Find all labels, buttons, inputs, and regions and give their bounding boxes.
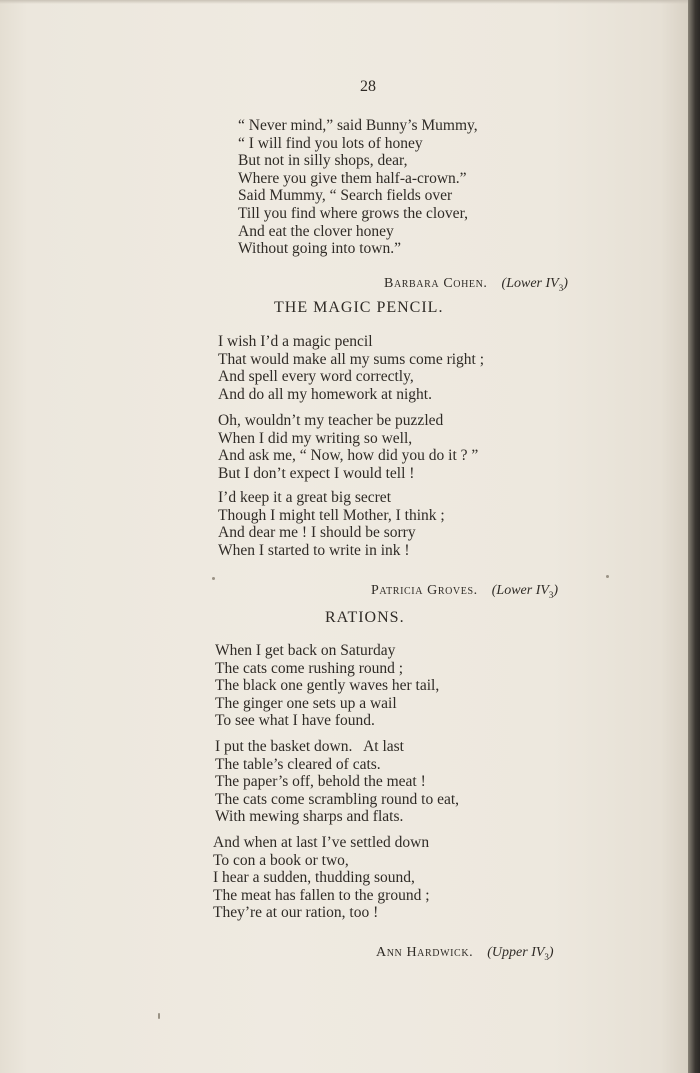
poem-3-title: RATIONS. [325, 609, 405, 626]
poem-line: And ask me, “ Now, how did you do it ? ” [218, 447, 479, 465]
poem-2-stanza-3 [218, 489, 445, 559]
poem-2-title: THE MAGIC PENCIL. [274, 299, 444, 316]
poem-line: I’d keep it a great big secret [218, 489, 391, 506]
paper-speck [606, 575, 609, 578]
poem-line: “ Never mind,” said Bunny’s Mummy, [238, 117, 478, 134]
author-name: Ann Hardwick. [376, 945, 474, 960]
form-subscript: 3 [548, 589, 554, 600]
poem-3-stanza-2 [215, 738, 459, 826]
poem-line: With mewing sharps and flats. [215, 808, 404, 826]
author-name: Patricia Groves. [371, 583, 478, 598]
poem-line: I wish I’d a magic pencil [218, 333, 373, 350]
poem-3-stanza-3 [213, 834, 430, 922]
author-form: (Lower $IV_3$) [491, 583, 559, 600]
poem-line: Till you find where grows the clover, [238, 204, 468, 222]
poem-line: To see what I have found. [215, 712, 375, 730]
paper-speck [158, 1013, 160, 1019]
poem-3-stanza-1 [215, 642, 439, 730]
poem-line: When I started to write in ink ! [218, 541, 410, 559]
poem-line: And do all my homework at night. [218, 385, 432, 403]
poem-line: Oh, wouldn’t my teacher be puzzled [218, 412, 444, 429]
form-label: Lower IV [496, 583, 549, 598]
poem-line: And when at last I’ve settled down [213, 834, 430, 851]
poem-line: But not in silly shops, dear, [238, 152, 408, 170]
poem-line: The paper’s off, behold the meat ! [215, 773, 426, 791]
poem-line: When I did my writing so well, [218, 429, 413, 447]
poem-line: And eat the clover honey [238, 222, 394, 240]
poem-line: And spell every word correctly, [218, 368, 414, 386]
poem-line: They’re at our ration, too ! [213, 904, 379, 922]
author-name: Barbara Cohen. [384, 276, 488, 291]
poem-line: Though I might tell Mother, I think ; [218, 506, 445, 524]
poem-line: When I get back on Saturday [215, 642, 396, 659]
poem-line: Where you give them half-a-crown.” [238, 169, 467, 187]
poem-3-author [362, 929, 554, 978]
poem-line: That would make all my sums come right ; [218, 350, 485, 368]
poem-line: To con a book or two, [213, 851, 349, 869]
poem-line: Without going into town.” [238, 240, 401, 258]
poem-2-stanza-1 [218, 333, 484, 403]
poem-line: The cats come rushing round ; [215, 659, 404, 677]
poem-line: The meat has fallen to the ground ; [213, 886, 430, 904]
form-label: Upper IV [491, 945, 545, 960]
poem-line: I put the basket down. At last [215, 738, 404, 755]
author-form: (Upper $IV_3$) [487, 945, 554, 962]
paper-speck [212, 577, 215, 580]
poem-line: Said Mummy, “ Search fields over [238, 187, 453, 205]
poem-line: “ I will find you lots of honey [238, 134, 423, 152]
poem-2-stanza-2 [218, 412, 478, 482]
poem-line: The black one gently waves her tail, [215, 677, 440, 695]
page-top-edge [0, 0, 688, 4]
book-binding-shadow [688, 0, 700, 1073]
poem-1-stanza-1 [238, 117, 478, 258]
page-number: 28 [360, 78, 376, 95]
poem-line: The cats come scrambling round to eat, [215, 790, 460, 808]
poem-line: But I don’t expect I would tell ! [218, 464, 415, 482]
poem-line: The ginger one sets up a wail [215, 694, 397, 712]
form-label: Lower IV [506, 276, 559, 291]
poem-line: And dear me ! I should be sorry [218, 524, 416, 542]
author-form: (Lower $IV_3$) [501, 276, 568, 293]
poem-line: I hear a sudden, thudding sound, [213, 869, 415, 887]
form-subscript: 3 [558, 282, 564, 293]
form-subscript: 3 [544, 951, 549, 962]
poem-line: The table’s cleared of cats. [215, 755, 381, 773]
